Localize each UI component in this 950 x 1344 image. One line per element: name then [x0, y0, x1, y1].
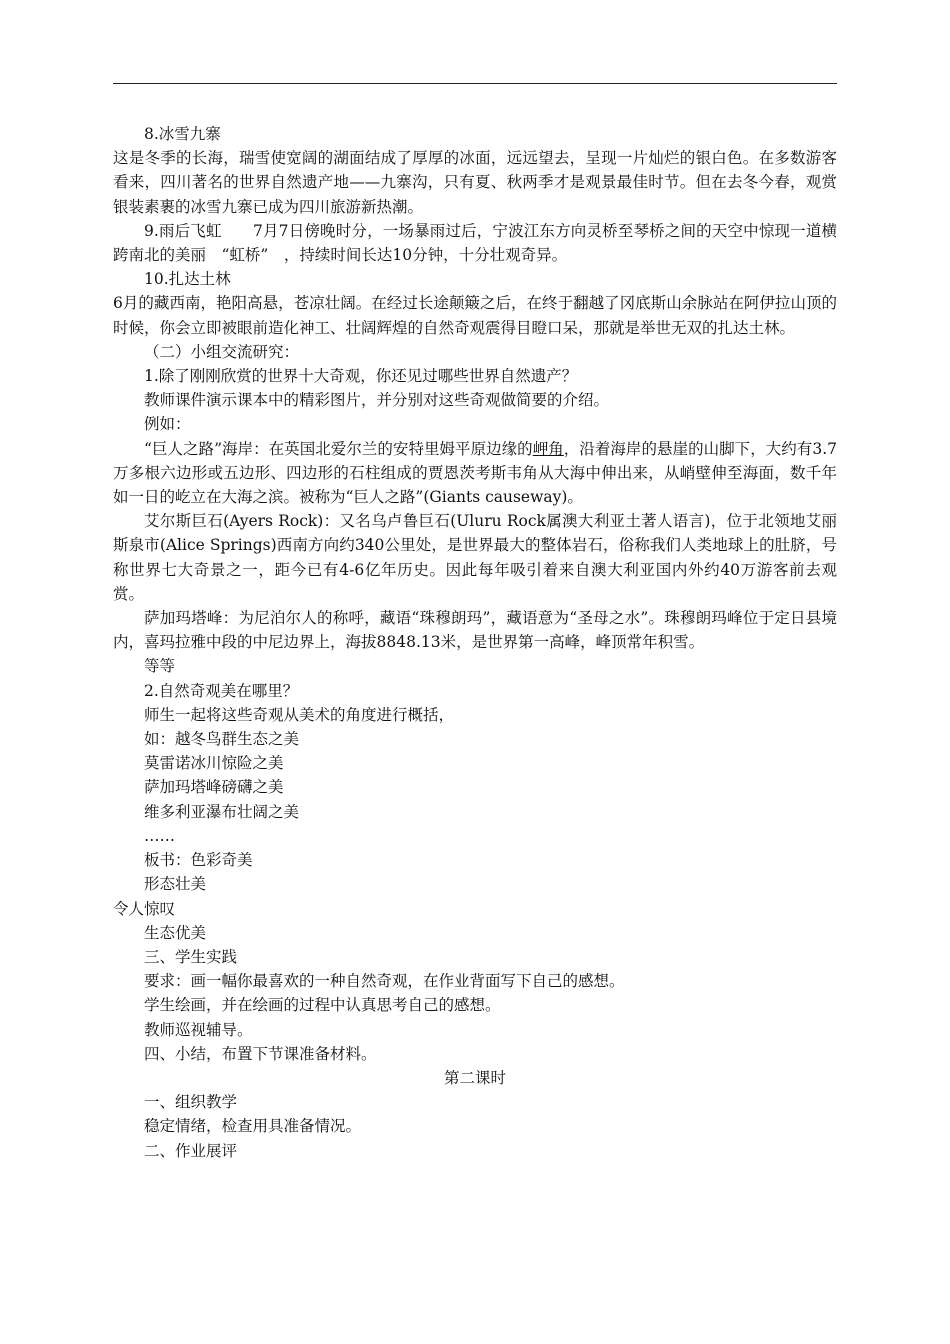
paragraph-group-2: [113, 509, 837, 1162]
paragraph: 学生绘画，并在绘画的过程中认真思考自己的感想。: [144, 996, 501, 1015]
paragraph: 板书：色彩奇美: [144, 851, 253, 870]
header-rule: [113, 83, 837, 84]
paragraph: 2.自然奇观美在哪里？: [144, 681, 299, 700]
paragraph: 10.扎达土林: [144, 270, 231, 289]
paragraph: 这是冬季的长海，瑞雪使宽阔的湖面结成了厚厚的冰面，远远望去，呈现一片灿烂的银白色。在多数游客看来，四川著名的世界自然遗产地——九寨沟，只有夏、秋两季才是观景最佳时节。但在去冬今春，观赏银装素裹的冰雪九寨已成为四川旅游新热潮。: [113, 149, 837, 216]
paragraph: ……: [144, 826, 175, 845]
giants-text-before: “巨人之路”海岸：在英国北爱尔兰的安特里姆平原边缘的: [144, 439, 533, 458]
paragraph: 莫雷诺冰川惊险之美: [144, 754, 284, 773]
paragraph: 一、组织教学: [144, 1093, 238, 1112]
paragraph: 要求：画一幅你最喜欢的一种自然奇观，在作业背面写下自己的感想。: [144, 972, 625, 991]
giants-text-after: ，沿着海岸的悬崖的山脚下，大约有3.7万多根六边形或五边形、四边形的石柱组成的贾恩茨考斯韦角从大海中伸出来，从峭壁伸至海面，数千年如一日的屹立在大海之滨。被称为“巨人之路”(Giants causeway)。: [113, 439, 837, 507]
paragraph: 8.冰雪九寨: [144, 125, 221, 143]
paragraph: 第二课时: [443, 1068, 506, 1087]
cape-link[interactable]: 岬角: [532, 439, 564, 458]
paragraph: 教师巡视辅导。: [144, 1020, 253, 1039]
paragraph: （二）小组交流研究：: [144, 342, 300, 361]
paragraph: 形态壮美: [144, 875, 207, 894]
giants-causeway-paragraph: [113, 437, 837, 510]
paragraph: 教师课件演示课本中的精彩图片，并分别对这些奇观做简要的介绍。: [144, 391, 610, 410]
paragraph: 二、作业展评: [144, 1141, 238, 1160]
paragraph: 例如：: [144, 415, 191, 434]
paragraph: 令人惊叹: [113, 899, 176, 918]
document-body: [113, 122, 837, 1163]
paragraph: 三、学生实践: [144, 947, 238, 966]
paragraph: 稳定情绪，检查用具准备情况。: [144, 1117, 362, 1136]
paragraph-group-1: [113, 122, 837, 437]
paragraph: 萨加玛塔峰：为尼泊尔人的称呼，藏语“珠穆朗玛”，藏语意为“圣母之水”。珠穆朗玛峰位于定日县境内，喜玛拉雅中段的中尼边界上，海拔8848.13米，是世界第一高峰，峰顶常年积雪。: [113, 609, 837, 652]
paragraph: 9.雨后飞虹 7月7日傍晚时分，一场暴雨过后，宁波江东方向灵桥至琴桥之间的天空中惊现一道横跨南北的美丽 “虹桥” ，持续时间长达10分钟，十分壮观奇异。: [113, 221, 837, 265]
paragraph: 如：越冬鸟群生态之美: [144, 730, 300, 749]
paragraph: 6月的藏西南，艳阳高悬，苍凉壮阔。在经过长途颠簸之后，在终于翻越了冈底斯山余脉站在阿伊拉山顶的时候，你会立即被眼前造化神工、壮阔辉煌的自然奇观震得目瞪口呆，那就是举世无双的扎达土林。: [113, 294, 837, 337]
paragraph: 生态优美: [144, 923, 207, 942]
paragraph: 四、小结，布置下节课准备材料。: [144, 1044, 377, 1063]
paragraph: 艾尔斯巨石(Ayers Rock)：又名乌卢鲁巨石(Uluru Rock属澳大利亚土著人语言)，位于北领地艾丽斯泉市(Alice Springs)西南方向约340公里处，是世界最大的整体岩石，俗称我们人类地球上的肚脐，号称世界七大奇景之一，距今已有4-6亿年历史。因此每年吸引着来自澳大利亚国内外约40万游客前去观赏。: [113, 512, 837, 603]
paragraph: 师生一起将这些奇观从美术的角度进行概括，: [144, 705, 455, 724]
paragraph: 萨加玛塔峰磅礴之美: [144, 778, 284, 797]
paragraph: 1.除了刚刚欣赏的世界十大奇观，你还见过哪些世界自然遗产？: [144, 367, 578, 386]
paragraph: 等等: [144, 657, 176, 676]
paragraph: 维多利亚瀑布壮阔之美: [144, 802, 300, 821]
